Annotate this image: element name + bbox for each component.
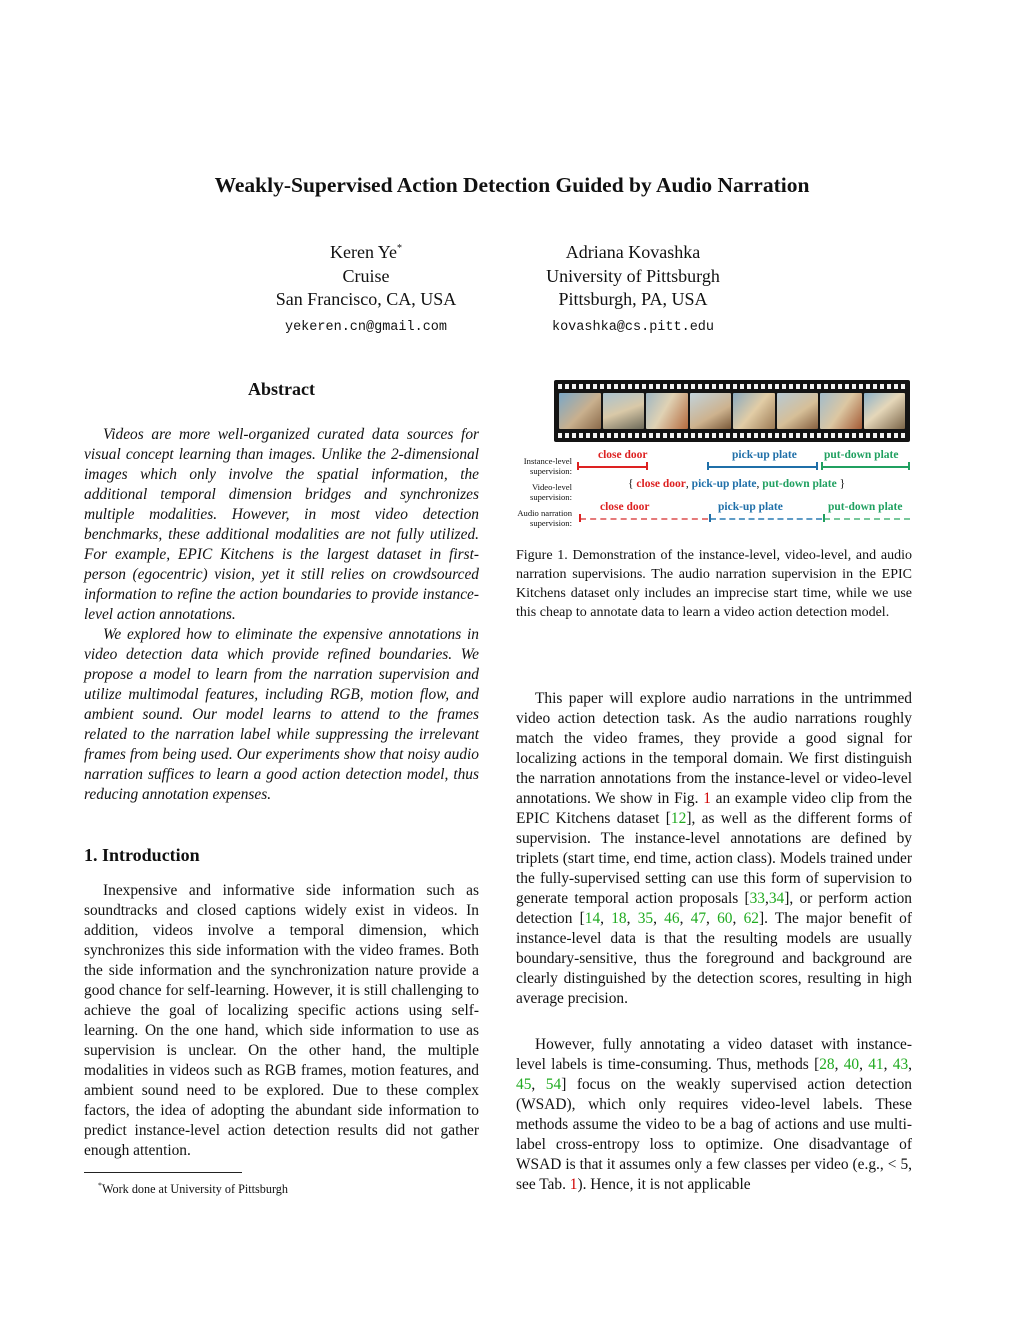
instance-level-label: Instance-level supervision: (523, 456, 572, 476)
bar-tick (579, 514, 581, 522)
video-frame (603, 393, 645, 429)
audio-putdown-plate-bar (824, 518, 910, 520)
bar-tick (908, 462, 910, 470)
figure-1 (516, 380, 912, 530)
audio-close-door-label: close door (600, 501, 650, 513)
abstract-paragraph-2: We explored how to eliminate the expensive annotations in video detection data which provide refined boundaries. We propose a model to learn from the narration supervision and utilize multimodal features, including RGB, motion flow, and ambient sound. Our model learns to attend to the frames related to the narration label while suppressing the irrelevant frames from being used. Our experiments show that noisy audio narration suffices to learn a good action detection model, thus reducing annotation expenses. (84, 626, 479, 803)
author-affiliation: University of Pittsburgh (546, 265, 720, 286)
figure-1-caption (516, 546, 912, 622)
paper-title: Weakly-Supervised Action Detection Guided by Audio Narration (214, 173, 810, 197)
figure-caption-text: Demonstration of the instance-level, video-level, and audio narration supervisions. The audio narration supervision in the EPIC Kitchens dataset only includes an imprecise start time, while we use this cheap to annotate data to learn a video action detection model. (516, 548, 912, 620)
citation-link[interactable]: 60 (717, 910, 733, 927)
citation-link[interactable]: 54 (545, 1076, 562, 1093)
citation-link[interactable]: 18 (611, 910, 627, 927)
film-perforations-top (558, 384, 906, 389)
citation-link[interactable]: 28 (819, 1056, 835, 1073)
audio-pickup-plate-label: pick-up plate (718, 501, 783, 513)
video-frames (559, 393, 905, 429)
bar-tick (821, 462, 823, 470)
bar-tick (646, 462, 648, 470)
video-frame (559, 393, 601, 429)
table-reference-link[interactable]: 1 (569, 1176, 578, 1193)
video-frame (777, 393, 819, 429)
instance-putdown-plate-label: put-down plate (824, 449, 899, 461)
figure-reference-link[interactable]: 1 (703, 790, 711, 807)
citation-link[interactable]: 35 (637, 910, 654, 927)
citation-link[interactable]: 62 (743, 910, 759, 927)
audio-putdown-plate-label: put-down plate (828, 501, 903, 513)
video-level-label: Video-level supervision: (529, 482, 572, 502)
author-email: yekeren.cn@gmail.com (284, 319, 448, 335)
video-frame (733, 393, 775, 429)
citation-link[interactable]: 34 (768, 890, 785, 907)
author-location: San Francisco, CA, USA (275, 289, 457, 309)
bar-tick (709, 514, 711, 522)
film-perforations-bottom (558, 433, 906, 438)
instance-pickup-plate-bar (708, 466, 818, 468)
footnote-rule (84, 1172, 242, 1173)
introduction-heading: 1. Introduction (84, 845, 200, 865)
footnote (84, 1178, 479, 1197)
bar-tick (816, 462, 818, 470)
abstract-paragraph-1: Videos are more well-organized curated data sources for visual concept learning than images. Unlike the 2-dimensional images which only involve the spatial information, the additional temporal dimension bridges and synchronizes multiple modalities. However, in most video detection benchmarks, these additional modalities are not fully utilized. For example, EPIC Kitchens is the largest dataset in first-person (egocentric) vision, yet it still relies on crowdsourced information to refine the action boundaries to provide instance-level action annotations. (84, 426, 479, 623)
video-frame (646, 393, 688, 429)
instance-pickup-plate-label: pick-up plate (732, 449, 797, 461)
audio-close-door-bar (580, 518, 708, 520)
citation-link[interactable]: 43 (892, 1056, 909, 1073)
citation-link[interactable]: 40 (843, 1056, 860, 1073)
abstract-heading: Abstract (248, 379, 315, 399)
author-name: Keren Ye (330, 242, 397, 262)
bar-tick (823, 514, 825, 522)
audio-pickup-plate-bar (710, 518, 822, 520)
instance-putdown-plate-bar (822, 466, 910, 468)
citation-link[interactable]: 41 (868, 1056, 884, 1073)
citation-link[interactable]: 14 (584, 910, 601, 927)
instance-close-door-label: close door (598, 449, 648, 461)
video-frame (864, 393, 906, 429)
video-frame (690, 393, 732, 429)
video-filmstrip (554, 380, 910, 442)
author-block-1 (246, 241, 486, 339)
citation-link[interactable]: 47 (690, 910, 707, 927)
instance-close-door-bar (578, 466, 648, 468)
bar-tick (707, 462, 709, 470)
footnote-marker: * (98, 1181, 102, 1190)
author-block-2 (513, 241, 753, 339)
author-name: Adriana Kovashka (565, 242, 701, 262)
citation-link[interactable]: 12 (670, 810, 687, 827)
author-footnote-marker: * (397, 243, 402, 254)
introduction-paragraph-3: However, fully annotating a video dataset with instance-level labels is time-consuming. Thus, methods [28, 40, 41, 43, 45, 54] focus on the weakly supervised action detection (WSAD), which only requires video-level labels. These methods assume the video to be a bag of actions and use multi-label cross-entropy loss to optimize. One disadvantage of WSAD is that it assumes only a few classes per video (e.g., < 5, see Tab. 1). Hence, it is not applicable (516, 1036, 912, 1193)
author-location: Pittsburgh, PA, USA (558, 289, 708, 309)
audio-narration-label: Audio narration supervision: (517, 508, 572, 528)
figure-caption-label: Figure 1. (516, 548, 568, 563)
video-level-label-set: { close door, pick-up plate, put-down plate } (628, 478, 846, 490)
author-affiliation: Cruise (342, 265, 390, 286)
introduction-paragraph-1: Inexpensive and informative side information such as soundtracks and closed captions widely exist in videos. In addition, videos involve a temporal dimension, which synchronizes this side information with the video frames. Both the side information and the synchronization nature provide a good chance for self-learning. However, it is still challenging to achieve the goal of localizing specific actions using self-learning. On the one hand, which side information to use as supervision is unclear. On the other hand, the multiple modalities in videos such as RGB frames, motion features, and ambient sound need to be explored. Due to these complex factors, the idea of adopting the abundant side information to predict instance-level action detection results did not gather enough attention. (84, 882, 479, 1159)
citation-link[interactable]: 45 (516, 1076, 532, 1093)
citation-link[interactable]: 46 (664, 910, 680, 927)
citation-link[interactable]: 33 (749, 890, 765, 907)
author-email: kovashka@cs.pitt.edu (551, 319, 715, 335)
bar-tick (577, 462, 579, 470)
supervision-row-labels (516, 456, 572, 534)
introduction-paragraph-2: This paper will explore audio narrations in the untrimmed video action detection task. As the audio narrations roughly match the video frames, they provide a good signal for localizing actions in the temporal domain. We first distinguish the narration annotations from the instance-level or video-level annotations. We show in Fig. 1 an example video clip from the EPIC Kitchens dataset [12], as well as the different forms of supervision. The instance-level annotations are defined by triplets (start time, end time, action class). Models trained under the fully-supervised setting can use this form of supervision to generate temporal action proposals [33,34], or perform action detection [14, 18, 35, 46, 47, 60, 62]. The major benefit of instance-level data is that the resulting models are usually boundary-sensitive, thus the foreground and background are clearly distinguished by the detection scores, resulting in high average precision. (516, 690, 912, 1007)
footnote-text: Work done at University of Pittsburgh (102, 1182, 288, 1197)
video-frame (820, 393, 862, 429)
